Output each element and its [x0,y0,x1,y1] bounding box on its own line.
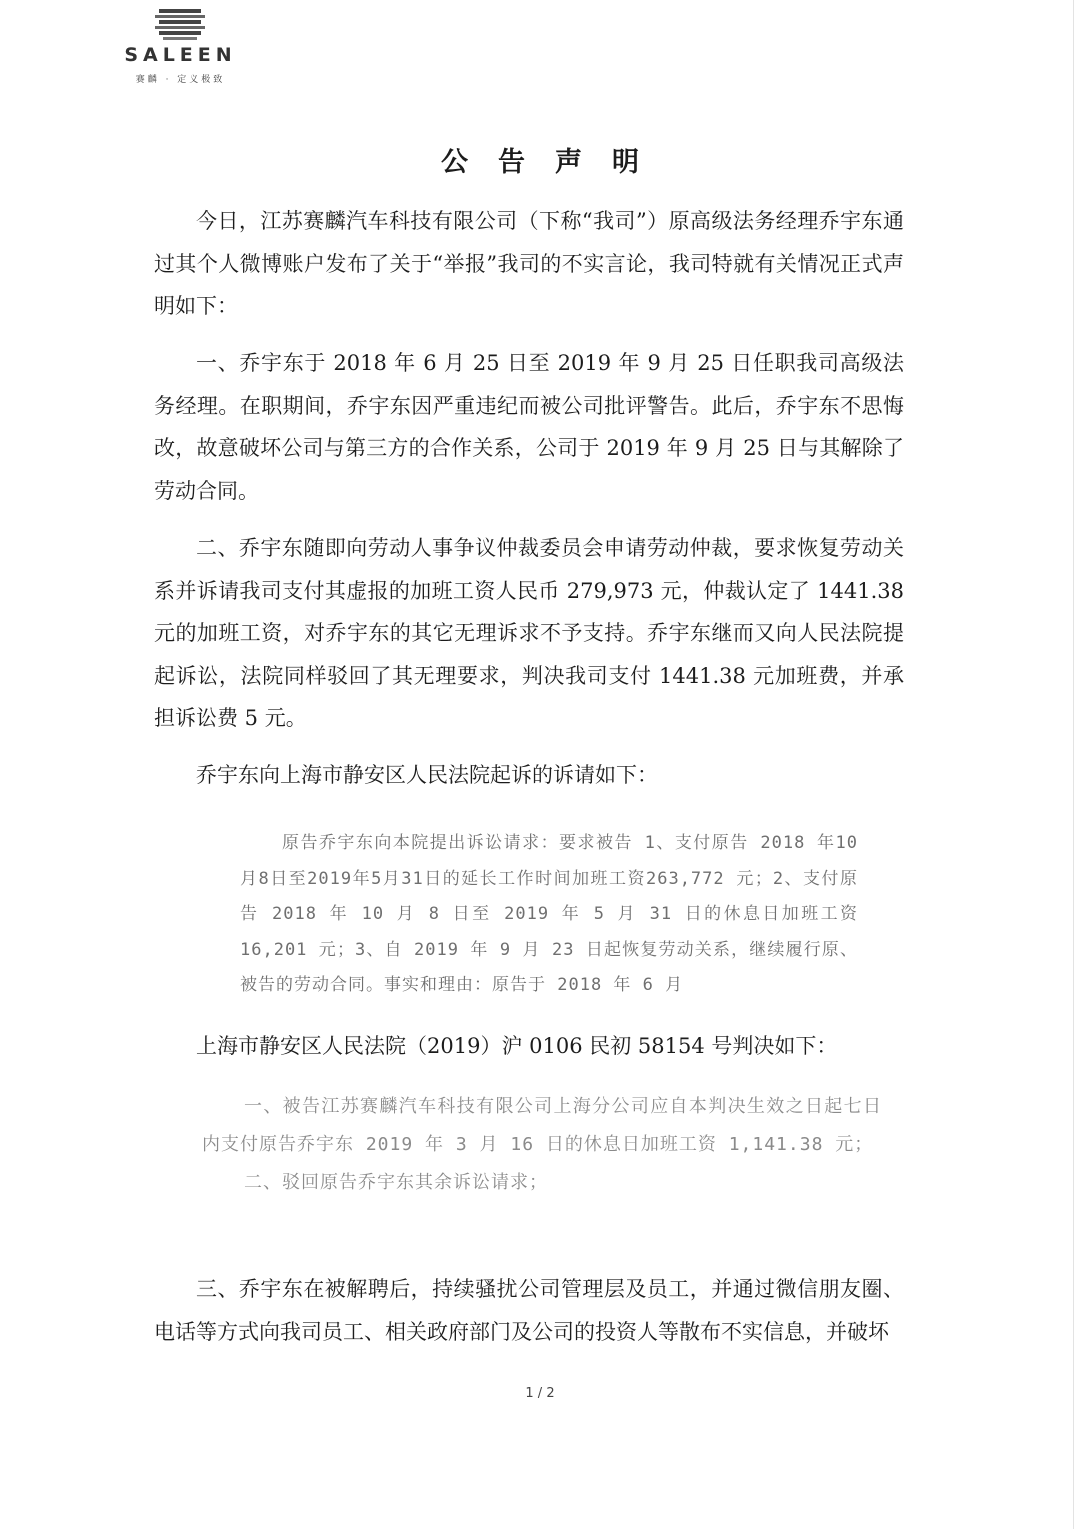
judgment-item-2: 二、驳回原告乔宇东其余诉讼请求； [244,1172,548,1193]
judgment-intro: 上海市静安区人民法院（2019）沪 0106 民初 58154 号判决如下： [196,1034,838,1058]
claim-excerpt-image: 原告乔宇东向本院提出诉讼请求：要求被告 1、支付原告 2018 年10月8日至2019年5月31日的延长工作时间加班工资263,772 元；2、支付原告 2018 年 10 月 8 日至 2019 年 5 月 31 日的休息日加班工资 16,201 元；3、自 2019 年 9 月 23 日起恢复劳动关系，继续履行原、被告的劳动合同。事实和理由：原告于 2018 年 6 月 [240,833,858,995]
intro-paragraph: 今日，江苏赛麟汽车科技有限公司（下称“我司”）原高级法务经理乔宇东通过其个人微博账户发布了关于“举报”我司的不实言论，我司特就有关情况正式声明如下： [154,209,904,318]
logo-wordmark: SALEEN [124,44,237,66]
logo-tagline: 赛麟 · 定义极致 [135,75,226,85]
section-3-paragraph: 三、乔宇东在被解聘后，持续骚扰公司管理层及员工，并通过微信朋友圈、电话等方式向我司员工、相关政府部门及公司的投资人等散布不实信息，并破坏 [154,1277,904,1344]
judgment-item-1: 一、被告江苏赛麟汽车科技有限公司上海分公司应自本判决生效之日起七日内支付原告乔宇东 2019 年 3 月 16 日的休息日加班工资 1,141.38 元； [202,1096,882,1155]
page-edge [1073,0,1074,1529]
section-2-paragraph: 二、乔宇东随即向劳动人事争议仲裁委员会申请劳动仲裁，要求恢复劳动关系并诉请我司支付其虚报的加班工资人民币 279,973 元，仲裁认定了 1441.38 元的加班工资，对乔宇东的其它无理诉求不予支持。乔宇东继而又向人民法院提起诉讼，法院同样驳回了其无理要求，判决我司支付 1441.38 元加班费，并承担诉讼费 5 元。 [154,536,904,730]
judgment-excerpt-image [202,1088,882,1202]
section-1-paragraph: 一、乔宇东于 2018 年 6 月 25 日至 2019 年 9 月 25 日任职我司高级法务经理。在职期间，乔宇东因严重违纪而被公司批评警告。此后，乔宇东不思悔改，故意破坏公司与第三方的合作关系，公司于 2019 年 9 月 25 日与其解除了劳动合同。 [154,351,904,503]
saleen-emblem-icon [155,8,205,42]
document-title: 公告声明 [441,147,669,178]
page-number: 1 / 2 [525,1386,555,1401]
saleen-logo [98,8,263,88]
claim-intro: 乔宇东向上海市静安区人民法院起诉的诉请如下： [196,763,658,787]
